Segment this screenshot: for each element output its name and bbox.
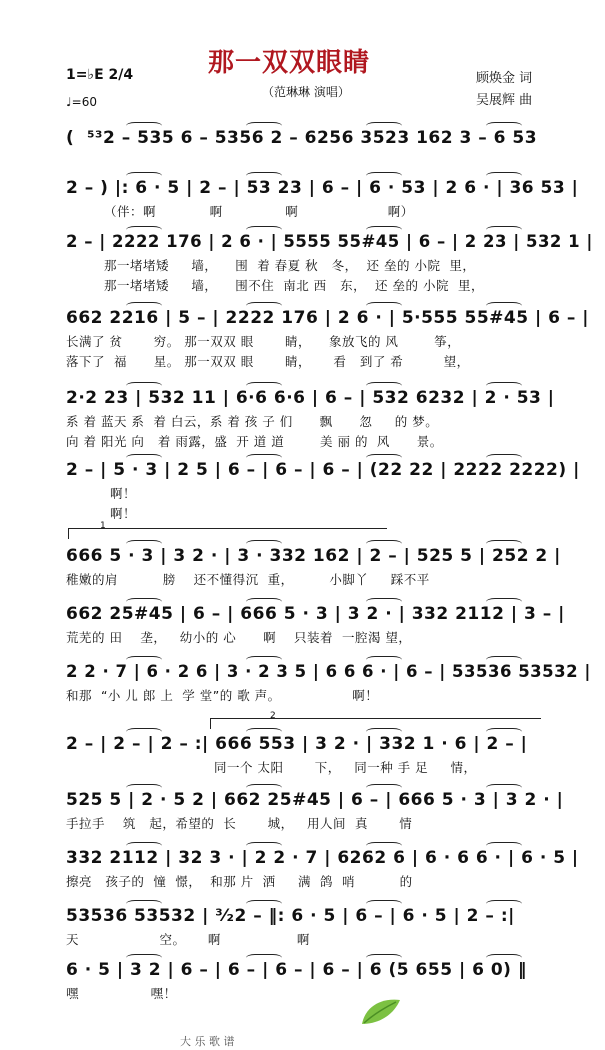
slur-mark bbox=[486, 784, 522, 792]
lyric-line: 荒芜的 田 垄， 幼小的 心 啊 只装着 一腔渴 望， bbox=[66, 630, 412, 645]
slur-mark bbox=[126, 656, 162, 664]
slur-mark bbox=[366, 382, 402, 390]
slur-mark bbox=[366, 728, 402, 736]
slur-mark bbox=[486, 598, 522, 606]
singer-credit: （范琳琳 演唱） bbox=[262, 85, 350, 99]
slur-mark bbox=[486, 900, 522, 908]
slur-mark bbox=[486, 954, 522, 962]
slur-mark bbox=[486, 382, 522, 390]
slur-mark bbox=[366, 900, 402, 908]
leaf-logo bbox=[360, 996, 404, 1026]
slur-mark bbox=[366, 954, 402, 962]
lyric-line: 手拉手 筑 起，希望的 长 城， 用人间 真 情 bbox=[66, 816, 413, 831]
footer-text: 大 乐 歌 谱 bbox=[180, 1035, 235, 1048]
slur-mark bbox=[126, 382, 162, 390]
slur-mark bbox=[366, 656, 402, 664]
notation-line: 2 – ) |: 6 · 5 | 2 – | 53 23 | 6 – | 6 · 53 | 2 6 · | 36 53 | bbox=[66, 178, 579, 198]
slur-mark bbox=[246, 302, 282, 310]
slur-mark bbox=[366, 454, 402, 462]
composer-credit: 吴展辉 曲 bbox=[476, 93, 533, 108]
slur-mark bbox=[366, 540, 402, 548]
slur-mark bbox=[486, 302, 522, 310]
notation-line: 2 2 · 7 | 6 · 2 6 | 3 · 2 3 5 | 6 6 6 · | 6 – | 53536 53532 | bbox=[66, 662, 591, 681]
slur-mark bbox=[126, 172, 162, 180]
slur-mark bbox=[246, 656, 282, 664]
slur-mark bbox=[126, 540, 162, 548]
slur-mark bbox=[246, 954, 282, 962]
lyric-line: 落下了 福 星。 那一双双 眼 睛， 看 到了 希 望， bbox=[66, 354, 470, 369]
lyric-line: 啊！ bbox=[110, 486, 137, 501]
lyric-line: 和那 “小 儿 郎 上 学 堂”的 歌 声。 啊！ bbox=[66, 688, 379, 703]
notation-line: 2 – | 2222 176 | 2 6 · | 5555 55#45 | 6 – | 2 23 | 532 1 | bbox=[66, 232, 593, 251]
slur-mark bbox=[366, 598, 402, 606]
slur-mark bbox=[486, 540, 522, 548]
slur-mark bbox=[126, 954, 162, 962]
slur-mark bbox=[486, 226, 522, 234]
slur-mark bbox=[246, 784, 282, 792]
slur-mark bbox=[246, 842, 282, 850]
lyric-line: 同一个 太阳 下， 同一种 手 足 情， bbox=[214, 760, 477, 775]
slur-mark bbox=[366, 842, 402, 850]
notation-line: 332 2112 | 32 3 · | 2 2 · 7 | 6262 6 | 6 · 6 6 · | 6 · 5 | bbox=[66, 848, 579, 868]
notation-line: 662 25#45 | 6 – | 666 5 · 3 | 3 2 · | 332 2112 | 3 – | bbox=[66, 604, 565, 624]
slur-mark bbox=[246, 172, 282, 180]
volta-bracket-2 bbox=[210, 718, 541, 729]
lyric-line: 那一堵堵矮 墙， 围 着 春夏 秋 冬， 还 垒的 小院 里， bbox=[104, 258, 476, 273]
key-signature: 1=♭E 2/4 bbox=[66, 67, 134, 83]
slur-mark bbox=[486, 842, 522, 850]
notation-line: 525 5 | 2 · 5 2 | 662 25#45 | 6 – | 666 5 · 3 | 3 2 · | bbox=[66, 790, 564, 810]
slur-mark bbox=[486, 172, 522, 180]
slur-mark bbox=[366, 784, 402, 792]
slur-mark bbox=[126, 226, 162, 234]
slur-mark bbox=[126, 598, 162, 606]
lyric-line: 向 着 阳光 向 着 雨露，盛 开 道 道 美 丽 的 风 景。 bbox=[66, 434, 443, 449]
slur-mark bbox=[246, 598, 282, 606]
notation-line: 666 5 · 3 | 3 2 · | 3 · 332 162 | 2 – | 525 5 | 252 2 | bbox=[66, 546, 561, 566]
slur-mark bbox=[246, 454, 282, 462]
lyric-line: 擦亮 孩子的 憧 憬， 和那 片 洒 满 鸽 哨 的 bbox=[66, 874, 413, 889]
slur-mark bbox=[366, 122, 402, 130]
tempo-marking: ♩=60 bbox=[66, 95, 97, 109]
slur-mark bbox=[246, 382, 282, 390]
slur-mark bbox=[486, 728, 522, 736]
volta-bracket-1 bbox=[68, 528, 387, 539]
slur-mark bbox=[366, 172, 402, 180]
slur-mark bbox=[126, 784, 162, 792]
slur-mark bbox=[246, 540, 282, 548]
notation-line: 2 – | 2 – | 2 – :| 666 553 | 3 2 · | 332 1 · 6 | 2 – | bbox=[66, 734, 528, 754]
notation-line: 2 – | 5 · 3 | 2 5 | 6 – | 6 – | 6 – | (22 22 | 2222 2222) | bbox=[66, 460, 580, 480]
slur-mark bbox=[126, 842, 162, 850]
slur-mark bbox=[486, 454, 522, 462]
lyric-line: 啊！ bbox=[110, 506, 137, 521]
notation-line: ( ⁵³2 – 535 6 – 5356 2 – 6256 3523 162 3 – 6 53 bbox=[66, 128, 538, 148]
song-title: 那一双双眼睛 bbox=[208, 48, 371, 78]
slur-mark bbox=[126, 122, 162, 130]
notation-line: 6 · 5 | 3 2 | 6 – | 6 – | 6 – | 6 – | 6 (5 655 | 6 0) ‖ bbox=[66, 960, 527, 980]
lyric-line: 长满了 贫 穷。 那一双双 眼 睛， 象放飞的 风 筝， bbox=[66, 334, 461, 349]
lyric-line: 嘿 嘿！ bbox=[66, 986, 177, 1001]
notation-line: 53536 53532 | ³⁄₂2 – ‖: 6 · 5 | 6 – | 6 · 5 | 2 – :| bbox=[66, 906, 515, 926]
volta-number-2: 2 bbox=[270, 711, 276, 721]
slur-mark bbox=[366, 302, 402, 310]
lyric-line: 天 空。 啊 啊 bbox=[66, 932, 310, 947]
lyric-line: 那一堵堵矮 墙， 围不住 南北 西 东， 还 垒的 小院 里， bbox=[104, 278, 484, 293]
lyric-line: 系 着 蓝天 系 着 白云，系 着 孩 子 们 飘 忽 的 梦。 bbox=[66, 414, 439, 429]
slur-mark bbox=[246, 226, 282, 234]
lyric-line: 稚嫩的肩 膀 还不懂得沉 重， 小脚丫 踩不平 bbox=[66, 572, 430, 587]
slur-mark bbox=[366, 226, 402, 234]
slur-mark bbox=[126, 728, 162, 736]
lyricist-credit: 顾焕金 词 bbox=[476, 71, 533, 86]
slur-mark bbox=[246, 900, 282, 908]
slur-mark bbox=[486, 122, 522, 130]
slur-mark bbox=[126, 302, 162, 310]
slur-mark bbox=[126, 900, 162, 908]
slur-mark bbox=[126, 454, 162, 462]
notation-line: 662 2216 | 5 – | 2222 176 | 2 6 · | 5·555 55#45 | 6 – | bbox=[66, 308, 589, 328]
slur-mark bbox=[486, 656, 522, 664]
slur-mark bbox=[246, 728, 282, 736]
volta-number-1: 1 bbox=[100, 521, 106, 531]
lyric-line: （伴：啊 啊 啊 啊） bbox=[104, 204, 414, 219]
slur-mark bbox=[246, 122, 282, 130]
notation-line: 2·2 23 | 532 11 | 6·6 6·6 | 6 – | 532 6232 | 2 · 53 | bbox=[66, 388, 555, 408]
